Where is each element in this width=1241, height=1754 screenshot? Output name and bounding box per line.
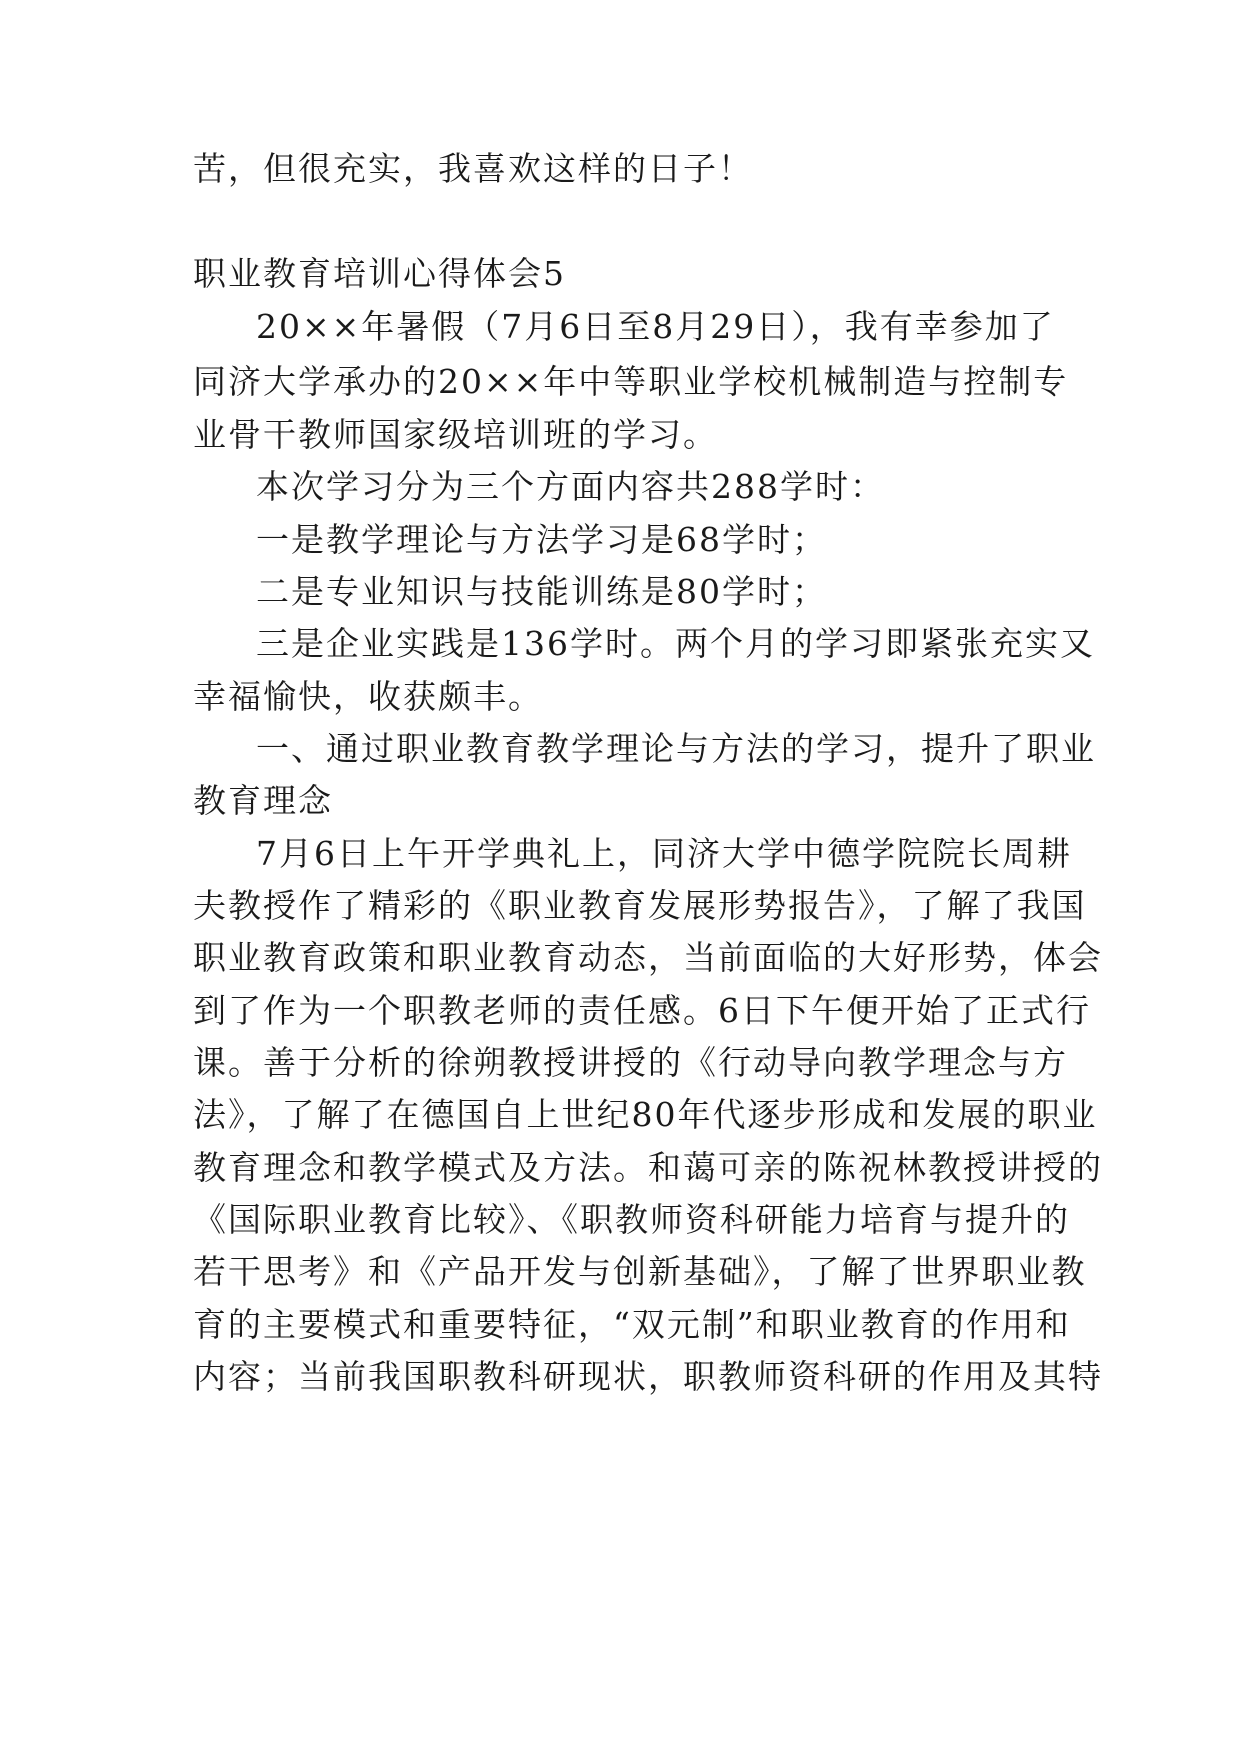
text-line: 一是教学理论与方法学习是68学时； [256,520,827,559]
text-line: 三是企业实践是136学时。两个月的学习即紧张充实又 [256,624,1095,663]
text-line: 二是专业知识与技能训练是80学时； [256,572,827,611]
text-line: 《国际职业教育比较》、《职教师资科研能力培育与提升的 [193,1200,1070,1239]
text-line: 一、通过职业教育教学理论与方法的学习，提升了职业 [256,729,1096,768]
section-heading: 职业教育培训心得体会5 [193,254,566,293]
text-line: 到了作为一个职教老师的责任感。6日下午便开始了正式行 [193,991,1091,1030]
text-line: 本次学习分为三个方面内容共288学时： [256,467,885,506]
text-line: 幸福愉快，收获颇丰。 [193,677,543,716]
text-line: 同济大学承办的20××年中等职业学校机械制造与控制专 [193,362,1069,401]
text-line: 教育理念和教学模式及方法。和蔼可亲的陈祝林教授讲授的 [193,1148,1103,1187]
text-line: 若干思考》和《产品开发与创新基础》，了解了世界职业教 [193,1252,1087,1291]
text-line: 内容；当前我国职教科研现状，职教师资科研的作用及其特 [193,1357,1103,1396]
text-line: 职业教育政策和职业教育动态，当前面临的大好形势，体会 [193,938,1103,977]
text-line: 课。善于分析的徐朔教授讲授的《行动导向教学理念与方 [193,1043,1068,1082]
text-line: 育的主要模式和重要特征，“双元制”和职业教育的作用和 [193,1305,1071,1344]
text-line: 7月6日上午开学典礼上，同济大学中德学院院长周耕 [256,834,1072,873]
text-line: 苦，但很充实，我喜欢这样的日子！ [193,149,753,188]
text-line: 20××年暑假（7月6日至8月29日），我有幸参加了 [256,307,1055,346]
text-line: 夫教授作了精彩的《职业教育发展形势报告》，了解了我国 [193,886,1087,925]
text-line: 业骨干教师国家级培训班的学习。 [193,415,718,454]
text-line: 教育理念 [193,781,333,820]
text-line: 法》，了解了在德国自上世纪80年代逐步形成和发展的职业 [193,1095,1098,1134]
